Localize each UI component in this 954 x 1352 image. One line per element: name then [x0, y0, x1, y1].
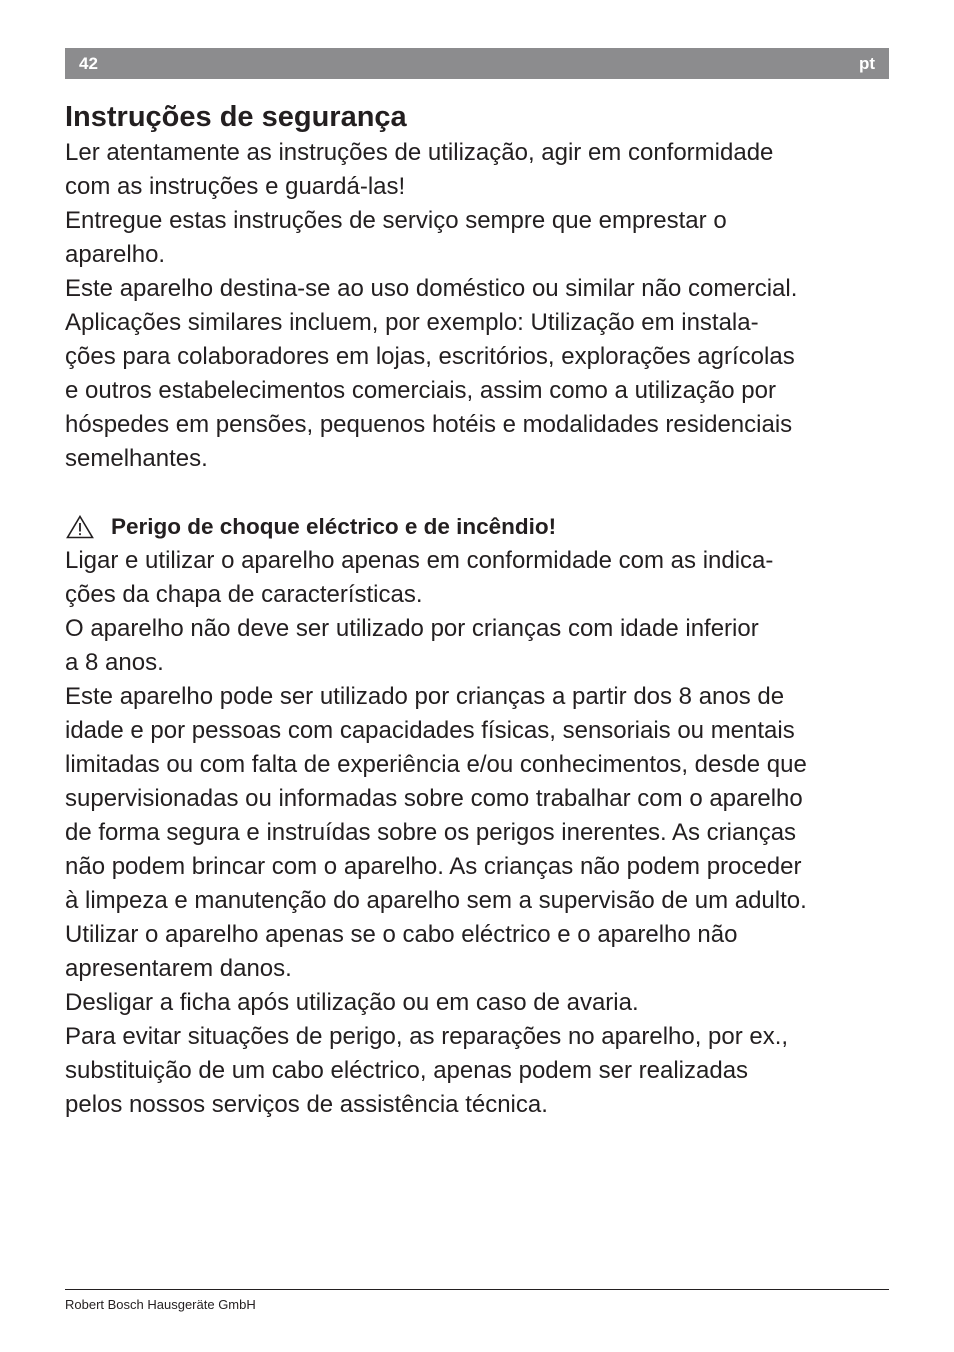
warning-paragraph-6: Para evitar situações de perigo, as reparações no aparelho, por ex., substituição de um cabo eléctrico, apenas podem ser realizadas pelos nossos serviços de assistência técnica.: [65, 1023, 789, 1118]
intro-paragraph-1: Ler atentamente as instruções de utilização, agir em conformidade com as instruções e guardá-las!: [65, 139, 774, 200]
intro-paragraph-3: Este aparelho destina-se ao uso doméstico ou similar não comercial. Aplicações similares incluem, por exemplo: Utilização em instala- ções para colaboradores em lojas, escritórios, explorações agrícolas e outros estabelecimentos comerciais, assim como a utilização por hóspedes em pensões, pequenos hotéis e modalidades residenciais semelhantes.: [65, 275, 798, 472]
warning-heading-row: [65, 510, 895, 544]
warning-heading: Perigo de choque eléctrico e de incêndio!: [111, 514, 557, 539]
footer-divider: [65, 1289, 889, 1290]
page-number: 42: [79, 53, 98, 73]
main-content: [65, 98, 895, 1122]
warning-paragraph-5: Desligar a ficha após utilização ou em caso de avaria.: [65, 989, 639, 1016]
warning-triangle-icon: [66, 515, 94, 539]
section-title: Instruções de segurança: [65, 101, 407, 133]
intro-paragraph-2: Entregue estas instruções de serviço sempre que emprestar o aparelho.: [65, 207, 727, 268]
warning-paragraph-1: Ligar e utilizar o aparelho apenas em conformidade com as indica- ções da chapa de características.: [65, 547, 774, 608]
warning-paragraph-4: Utilizar o aparelho apenas se o cabo eléctrico e o aparelho não apresentarem danos.: [65, 921, 738, 982]
warning-paragraph-3: Este aparelho pode ser utilizado por crianças a partir dos 8 anos de idade e por pessoas com capacidades físicas, sensoriais ou mentais limitadas ou com falta de experiência e/ou conhecimentos, desde que supervisionadas ou informadas sobre como trabalhar com o aparelho de forma segura e instruídas sobre os perigos inerentes. As crianças não podem brincar com o aparelho. As crianças não podem proceder à limpeza e manutenção do aparelho sem a supervisão de um adulto.: [65, 683, 807, 914]
language-code: pt: [858, 53, 875, 73]
warning-paragraph-2: O aparelho não deve ser utilizado por crianças com idade inferior a 8 anos.: [65, 615, 759, 676]
footer-company: Robert Bosch Hausgeräte GmbH: [65, 1297, 256, 1312]
page-header-bar: [65, 48, 889, 79]
